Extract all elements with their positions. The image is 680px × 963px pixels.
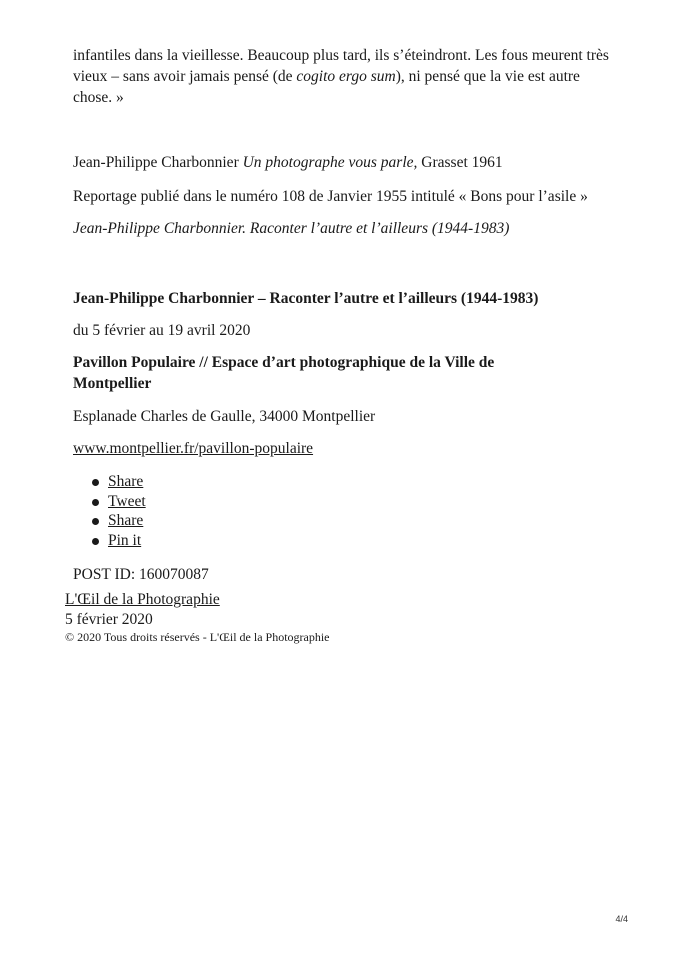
venue-line-2: Montpellier — [73, 375, 152, 392]
quote-line-2b: ), ni pensé que la vie est autre — [395, 68, 580, 85]
share-link-share[interactable]: Share — [108, 512, 144, 529]
share-item-pinterest — [73, 531, 146, 551]
quote-line-1: infantiles dans la vieillesse. Beaucoup plus tard, ils s’éteindront. Les fous meurent très — [73, 47, 609, 64]
book-title: Un photographe vous parle, — [242, 154, 418, 171]
share-item-twitter — [73, 492, 146, 512]
event-address: Esplanade Charles de Gaulle, 34000 Montpellier — [73, 408, 376, 425]
footer-publication — [65, 590, 220, 610]
quote-line-2a: vieux – sans avoir jamais pensé (de — [73, 68, 297, 85]
footer-copyright: © 2020 Tous droits réservés - L'Œil de la Photographie — [65, 630, 330, 644]
share-link-tweet[interactable]: Tweet — [108, 492, 146, 510]
page-number: 4/4 — [615, 914, 628, 924]
event-title: Jean-Philippe Charbonnier – Raconter l’autre et l’ailleurs (1944-1983) — [73, 290, 539, 307]
bullet-icon — [92, 479, 99, 486]
website-link[interactable]: www.montpellier.fr/pavillon-populaire — [73, 440, 314, 457]
event-venue — [73, 352, 494, 394]
post-id: POST ID: 160070087 — [73, 566, 209, 583]
book-credit — [73, 152, 503, 173]
reportage-credit: Reportage publié dans le numéro 108 de Janvier 1955 intitulé « Bons pour l’asile » — [73, 188, 588, 205]
quote-line-3: chose. » — [73, 89, 124, 106]
event-website — [73, 438, 313, 459]
bullet-icon — [92, 518, 99, 525]
share-link-facebook[interactable]: Share — [108, 473, 144, 490]
quote-latin: cogito ergo sum — [296, 68, 396, 85]
event-dates: du 5 février au 19 avril 2020 — [73, 322, 251, 339]
bullet-icon — [92, 538, 99, 545]
share-item-facebook — [73, 472, 146, 492]
venue-line-1: Pavillon Populaire // Espace d’art photographique de la Ville de — [73, 354, 495, 371]
share-list — [73, 472, 146, 550]
publication-link[interactable]: L'Œil de la Photographie — [65, 591, 220, 608]
bullet-icon — [92, 499, 99, 506]
quote-text — [73, 45, 609, 108]
footer-date: 5 février 2020 — [65, 611, 153, 628]
share-link-pin[interactable]: Pin it — [108, 531, 142, 549]
book-publisher: Grasset 1961 — [417, 154, 503, 171]
share-item-linkedin — [73, 511, 146, 531]
exhibition-credit: Jean-Philippe Charbonnier. Raconter l’autre et l’ailleurs (1944-1983) — [73, 220, 510, 237]
book-author: Jean-Philippe Charbonnier — [73, 154, 243, 171]
